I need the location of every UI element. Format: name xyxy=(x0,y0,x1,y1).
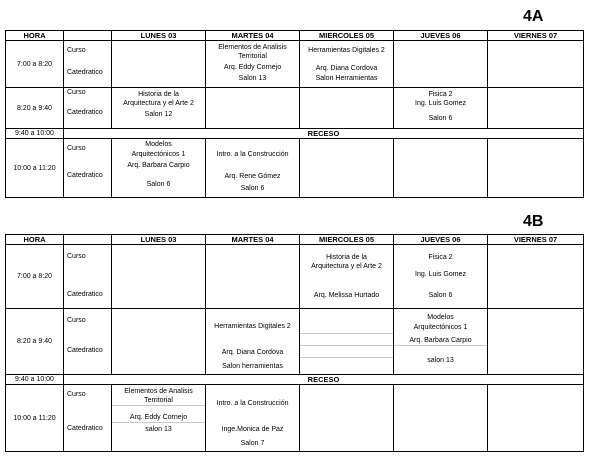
header-thursday: JUEVES 06 xyxy=(394,31,488,41)
hour-cell: 10:00 a 11:20 xyxy=(6,385,64,452)
course-line: Intro. a la Construcción xyxy=(216,151,289,158)
section-a-label: 4A xyxy=(523,8,544,25)
header-row xyxy=(6,235,584,245)
teacher-line: Ing. Luis Gomez xyxy=(415,271,466,278)
slot-tue xyxy=(206,385,300,452)
curso-label: Curso xyxy=(67,89,86,96)
hour-cell: 8:20 a 9:40 xyxy=(6,88,64,129)
course-line: Arquitectónicos 1 xyxy=(131,151,186,158)
slot-tue xyxy=(206,139,300,198)
receso-row xyxy=(6,375,584,385)
curso-label: Curso xyxy=(67,47,86,54)
slot-mon xyxy=(112,88,206,129)
teacher-line: Arq. Barbara Carpio xyxy=(394,336,487,346)
course-line: Arquitectónicos 1 xyxy=(413,324,468,331)
slot-mon xyxy=(112,245,206,309)
catedratico-label: Catedratico xyxy=(67,347,103,354)
hour-cell: 7:00 a 8:20 xyxy=(6,245,64,309)
catedratico-label: Catedratico xyxy=(67,425,103,432)
header-wednesday: MIERCOLES 05 xyxy=(300,31,394,41)
header-tuesday: MARTES 04 xyxy=(206,235,300,245)
header-blank xyxy=(64,31,112,41)
label-cell xyxy=(64,88,112,129)
teacher-line: Ing. Luis Gomez xyxy=(415,100,466,107)
room-line: Salon 7 xyxy=(240,440,265,447)
slot-thu xyxy=(394,309,488,375)
receso-label: RECESO xyxy=(64,375,584,385)
course-line: Territorial xyxy=(238,53,267,60)
slot-mon xyxy=(112,385,206,452)
catedratico-label: Catedratico xyxy=(67,69,103,76)
ruled-line xyxy=(300,333,393,334)
slot-wed xyxy=(300,41,394,88)
label-cell xyxy=(64,245,112,309)
teacher-line: Arq. Diana Cordova xyxy=(315,65,378,72)
room-line: Salon 12 xyxy=(144,111,173,118)
catedratico-label: Catedratico xyxy=(67,291,103,298)
course-line: Herramientas Digitales 2 xyxy=(214,323,291,330)
receso-label: RECESO xyxy=(64,129,584,139)
slot-tue xyxy=(206,245,300,309)
slot-mon xyxy=(112,139,206,198)
room-line: Salon 6 xyxy=(428,115,453,122)
course-line: Arquitectura y el Arte 2 xyxy=(123,100,194,107)
curso-label: Curso xyxy=(67,145,86,152)
table-row xyxy=(6,309,584,375)
course-line: Historia de la xyxy=(326,254,367,261)
slot-wed xyxy=(300,245,394,309)
hour-cell: 7:00 a 8:20 xyxy=(6,41,64,88)
course-line: Herramientas Digitales 2 xyxy=(308,47,385,54)
slot-tue xyxy=(206,41,300,88)
curso-label: Curso xyxy=(67,317,86,324)
slot-mon xyxy=(112,309,206,375)
header-hora: HORA xyxy=(6,235,64,245)
header-hora: HORA xyxy=(6,31,64,41)
course-line: Historia de la xyxy=(138,91,179,98)
teacher-line: Arq. Barbara Carpio xyxy=(127,162,190,169)
header-monday: LUNES 03 xyxy=(112,31,206,41)
schedule-table-b xyxy=(5,234,584,452)
schedule-table-a xyxy=(5,30,584,198)
slot-thu xyxy=(394,385,488,452)
section-b-label: 4B xyxy=(523,213,544,230)
slot-mon xyxy=(112,41,206,88)
label-cell xyxy=(64,309,112,375)
slot-fri xyxy=(488,309,584,375)
label-cell xyxy=(64,139,112,198)
table-row xyxy=(6,139,584,198)
course-line: Elementos de Analisis xyxy=(124,388,193,395)
room-line: Salon 6 xyxy=(240,185,265,192)
course-line: Elementos de Analisis xyxy=(218,44,287,51)
room-line: Salon herramientas xyxy=(222,363,283,370)
header-monday: LUNES 03 xyxy=(112,235,206,245)
ruled-line xyxy=(300,345,393,346)
slot-thu xyxy=(394,139,488,198)
course-line: Intro. a la Construcción xyxy=(216,400,289,407)
slot-thu xyxy=(394,41,488,88)
room-line: Salon Herramientas xyxy=(315,75,378,82)
slot-tue xyxy=(206,309,300,375)
teacher-line: Arq. Diana Cordova xyxy=(221,349,284,356)
header-thursday: JUEVES 06 xyxy=(394,235,488,245)
label-cell xyxy=(64,41,112,88)
slot-fri xyxy=(488,245,584,309)
header-tuesday: MARTES 04 xyxy=(206,31,300,41)
slot-thu xyxy=(394,88,488,129)
teacher-line: Arq. Melissa Hurtado xyxy=(313,292,380,299)
course-line: Territorial xyxy=(112,396,205,406)
label-cell xyxy=(64,385,112,452)
course-line: Fisica 2 xyxy=(428,91,453,98)
slot-wed xyxy=(300,309,394,375)
curso-label: Curso xyxy=(67,391,86,398)
slot-fri xyxy=(488,139,584,198)
slot-wed xyxy=(300,139,394,198)
ruled-line xyxy=(300,357,393,358)
teacher-line: Inge.Monica de Paz xyxy=(221,426,284,433)
catedratico-label: Catedratico xyxy=(67,172,103,179)
slot-thu xyxy=(394,245,488,309)
hour-cell: 10:00 a 11:20 xyxy=(6,139,64,198)
receso-row xyxy=(6,129,584,139)
table-row xyxy=(6,88,584,129)
header-blank xyxy=(64,235,112,245)
header-friday: VIERNES 07 xyxy=(488,31,584,41)
table-row xyxy=(6,245,584,309)
course-line: Modelos xyxy=(145,141,172,148)
catedratico-label: Catedratico xyxy=(67,109,103,116)
hour-cell: 8:20 a 9:40 xyxy=(6,309,64,375)
hour-cell: 9:40 a 10:00 xyxy=(6,375,64,385)
teacher-line: Arq. Eddy Cornejo xyxy=(223,64,282,71)
header-friday: VIERNES 07 xyxy=(488,235,584,245)
teacher-line: Arq. Eddy Cornejo xyxy=(112,413,205,423)
teacher-line: Arq. Rene Gómez xyxy=(224,173,281,180)
slot-tue xyxy=(206,88,300,129)
room-line: salon 13 xyxy=(145,426,172,433)
slot-fri xyxy=(488,88,584,129)
table-row xyxy=(6,41,584,88)
room-line: salon 13 xyxy=(427,357,454,364)
course-line: Fisica 2 xyxy=(428,254,453,261)
table-row xyxy=(6,385,584,452)
hour-cell: 9:40 a 10:00 xyxy=(6,129,64,139)
slot-fri xyxy=(488,385,584,452)
room-line: Salon 6 xyxy=(146,181,171,188)
room-line: Salon 13 xyxy=(238,75,267,82)
slot-fri xyxy=(488,41,584,88)
room-line: Salon 6 xyxy=(428,292,453,299)
slot-wed xyxy=(300,385,394,452)
slot-wed xyxy=(300,88,394,129)
course-line: Modelos xyxy=(427,314,454,321)
header-wednesday: MIERCOLES 05 xyxy=(300,235,394,245)
header-row xyxy=(6,31,584,41)
course-line: Arquitectura y el Arte 2 xyxy=(311,263,382,270)
curso-label: Curso xyxy=(67,253,86,260)
